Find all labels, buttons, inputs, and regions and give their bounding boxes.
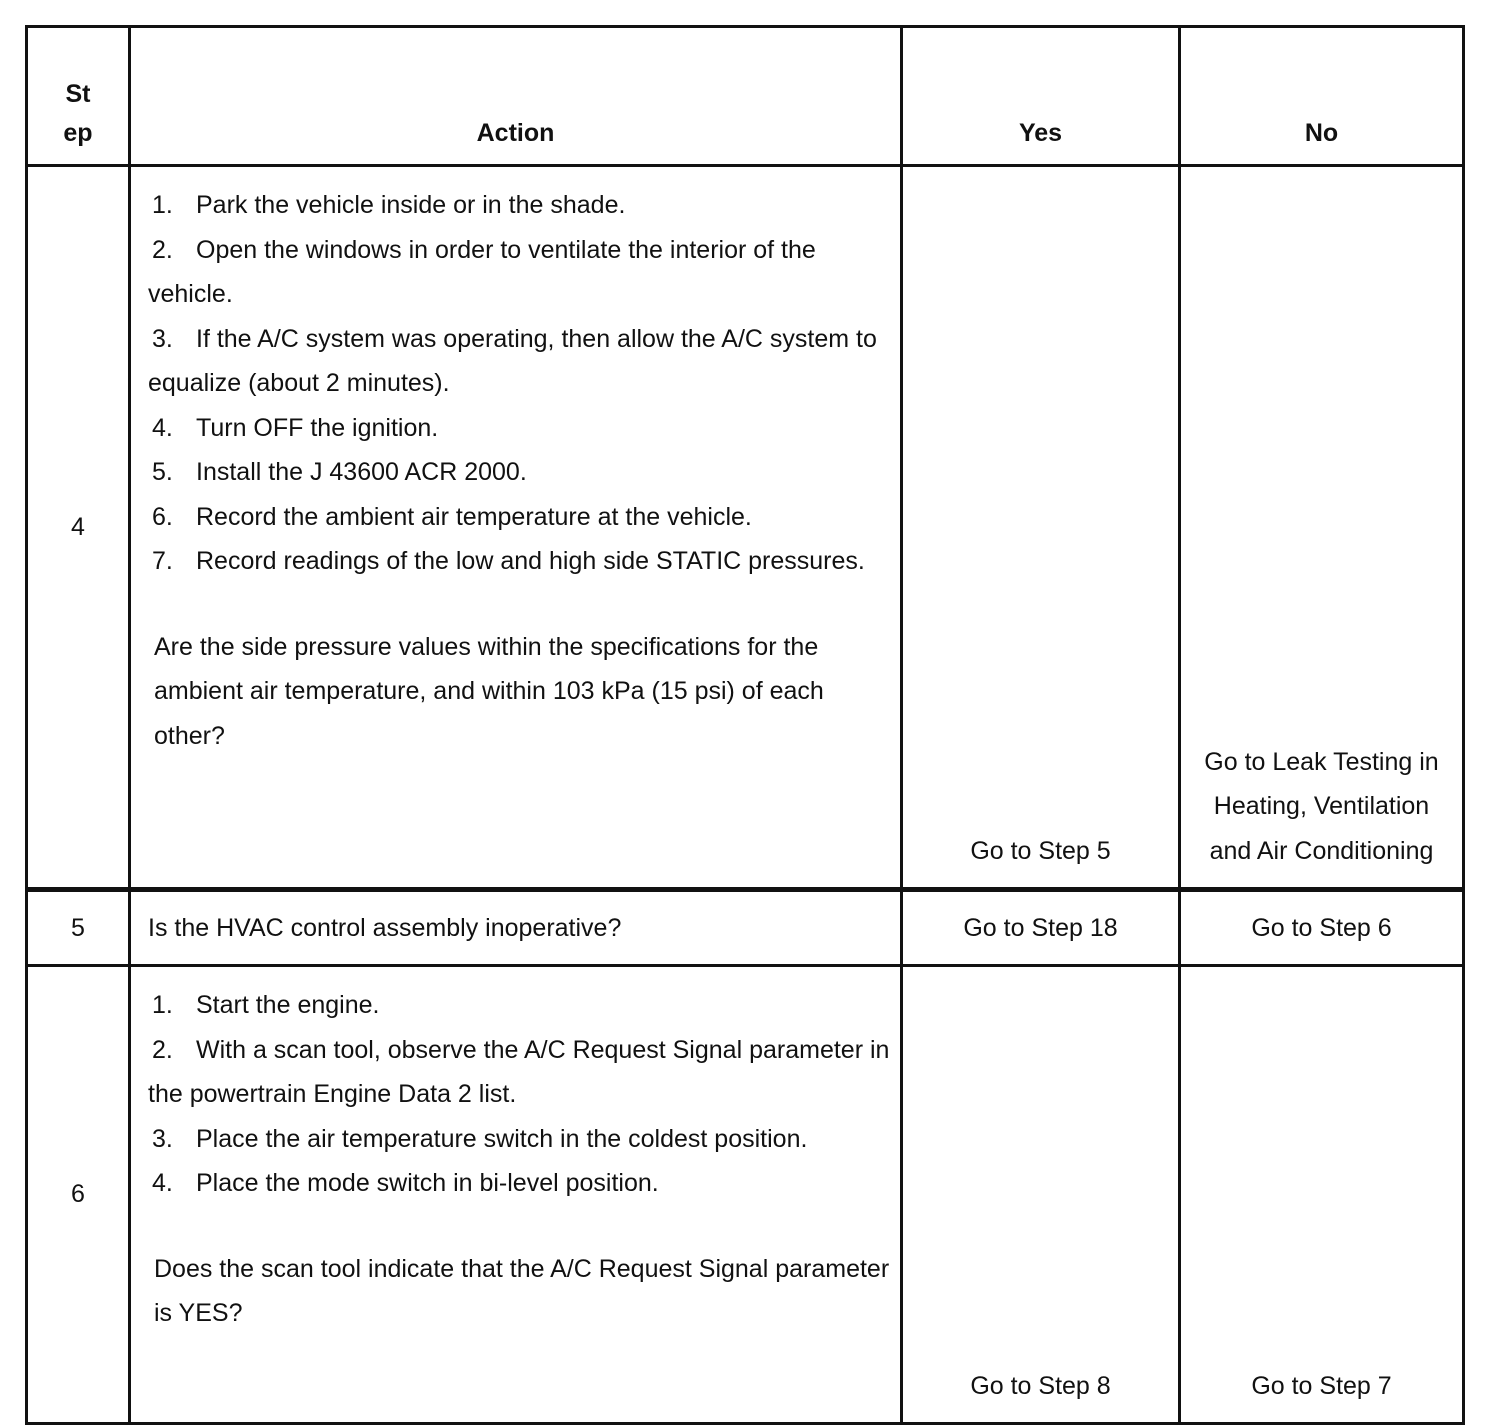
yes-link: Go to Step 5	[970, 836, 1111, 865]
item-text: Turn OFF the ignition.	[196, 413, 439, 442]
header-row	[27, 27, 1464, 166]
item-text: Record the ambient air temperature at the vehicle.	[196, 502, 752, 531]
item-number: 4.	[152, 1169, 173, 1197]
item-text: Record readings of the low and high side STATIC pressures.	[196, 547, 865, 575]
yes-link: Go to Step 18	[902, 890, 1180, 966]
yes-cell	[902, 166, 1180, 890]
list-item	[148, 406, 890, 451]
list-item	[148, 495, 890, 540]
list-item	[148, 183, 890, 228]
item-number: 5.	[152, 458, 173, 486]
action-cell	[130, 966, 902, 1424]
header-yes: Yes	[902, 27, 1180, 166]
no-link: Go to Step 7	[1251, 1371, 1392, 1400]
step-number: 6	[27, 966, 130, 1424]
item-text: If the A/C system was operating, then allow the A/C system to equalize (about 2 minutes).	[148, 324, 877, 397]
item-number: 1.	[152, 191, 173, 219]
action-cell	[130, 166, 902, 890]
list-item	[148, 1028, 890, 1117]
item-number: 6.	[152, 502, 173, 531]
list-item	[148, 1117, 890, 1162]
action-list	[148, 983, 890, 1206]
header-step	[27, 27, 130, 166]
item-text: With a scan tool, observe the A/C Request Signal parameter in the powertrain Engine Data 2 list.	[148, 1035, 890, 1108]
header-no: No	[1180, 27, 1464, 166]
list-item	[148, 983, 890, 1028]
list-item	[148, 539, 890, 584]
table-row	[27, 166, 1464, 890]
no-cell	[1180, 966, 1464, 1424]
no-cell	[1180, 166, 1464, 890]
item-text: Install the J 43600 ACR 2000.	[196, 458, 527, 486]
list-item	[148, 1161, 890, 1206]
item-text: Place the air temperature switch in the coldest position.	[196, 1124, 808, 1153]
item-text: Place the mode switch in bi-level position.	[196, 1169, 659, 1197]
question-text: Are the side pressure values within the specifications for the ambient air temperature, and within 103 kPa (15 psi) of each other?	[154, 632, 824, 750]
step-number: 5	[27, 890, 130, 966]
list-item	[148, 317, 890, 406]
item-number: 2.	[152, 235, 173, 264]
yes-link: Go to Step 8	[970, 1371, 1111, 1400]
list-item	[148, 450, 890, 495]
header-step-line2: ep	[63, 119, 93, 147]
item-number: 2.	[152, 1035, 173, 1064]
list-item	[148, 228, 890, 317]
item-number: 3.	[152, 324, 173, 353]
table-row	[27, 890, 1464, 966]
table-row	[27, 966, 1464, 1424]
header-step-line1: St	[65, 80, 91, 108]
diagnostic-table	[25, 25, 1465, 1425]
item-text: Park the vehicle inside or in the shade.	[196, 191, 626, 219]
item-text: Start the engine.	[196, 991, 380, 1019]
item-number: 7.	[152, 547, 173, 575]
header-action: Action	[130, 27, 902, 166]
item-number: 3.	[152, 1124, 173, 1153]
item-number: 4.	[152, 413, 173, 442]
no-link: Go to Step 6	[1180, 890, 1464, 966]
yes-cell	[902, 966, 1180, 1424]
item-number: 1.	[152, 991, 173, 1019]
action-list	[148, 183, 890, 584]
question-text: Is the HVAC control assembly inoperative?	[130, 890, 902, 966]
no-link: Go to Leak Testing in Heating, Ventilation and Air Conditioning	[1204, 747, 1439, 865]
question-text: Does the scan tool indicate that the A/C Request Signal parameter is YES?	[154, 1254, 890, 1327]
item-text: Open the windows in order to ventilate the interior of the vehicle.	[148, 235, 816, 308]
step-number: 4	[27, 166, 130, 890]
